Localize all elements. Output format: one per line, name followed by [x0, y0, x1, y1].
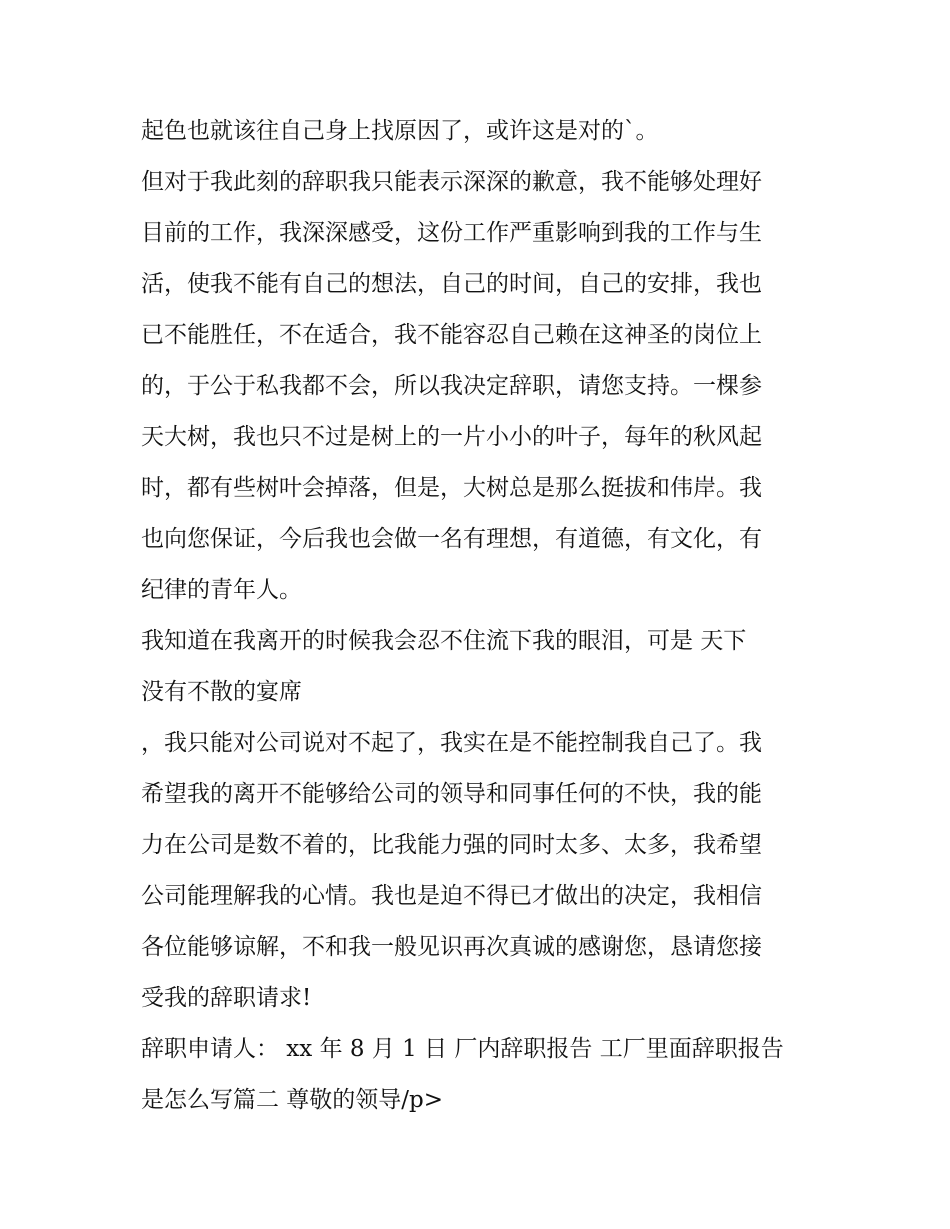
text-line: 公司能理解我的心情。我也是迫不得已才做出的决定，我相信: [141, 883, 762, 909]
text-line: 力在公司是数不着的，比我能力强的同时太多、太多，我希望: [141, 832, 762, 858]
text-line: 天大树，我也只不过是树上的一片小小的叶子，每年的秋风起: [141, 424, 762, 450]
document-body: [141, 106, 821, 1126]
text-line: 目前的工作，我深深感受，这份工作严重影响到我的工作与生: [141, 220, 762, 246]
text-line: 纪律的青年人。: [141, 577, 302, 603]
text-line: 的，于公于私我都不会，所以我决定辞职，请您支持。一棵参: [141, 373, 762, 399]
text-line: 也向您保证，今后我也会做一名有理想，有道德，有文化，有: [141, 526, 762, 552]
text-line: 受我的辞职请求!: [141, 985, 312, 1011]
text-line: 各位能够谅解，不和我一般见识再次真诚的感谢您，恳请您接: [141, 934, 762, 960]
text-line: 但对于我此刻的辞职我只能表示深深的歉意，我不能够处理好: [141, 169, 762, 195]
text-line: 活，使我不能有自己的想法，自己的时间，自己的安排，我也: [141, 271, 762, 297]
text-line: 我知道在我离开的时候我会忍不住流下我的眼泪，可是 天下: [141, 628, 747, 654]
text-line: 起色也就该往自己身上找原因了，或许这是对的`。: [141, 118, 659, 144]
text-line: 是怎么写篇二 尊敬的领导/p>: [141, 1087, 444, 1113]
text-line: 没有不散的宴席: [141, 679, 302, 705]
text-line: ，我只能对公司说对不起了，我实在是不能控制我自己了。我: [141, 730, 762, 756]
signature-line: 辞职申请人： xx 年 8 月 1 日 厂内辞职报告 工厂里面辞职报告: [141, 1036, 784, 1062]
text-line: 时，都有些树叶会掉落，但是，大树总是那么挺拔和伟岸。我: [141, 475, 762, 501]
text-line: 希望我的离开不能够给公司的领导和同事任何的不快，我的能: [141, 781, 762, 807]
text-line: 已不能胜任，不在适合，我不能容忍自己赖在这神圣的岗位上: [141, 322, 762, 348]
